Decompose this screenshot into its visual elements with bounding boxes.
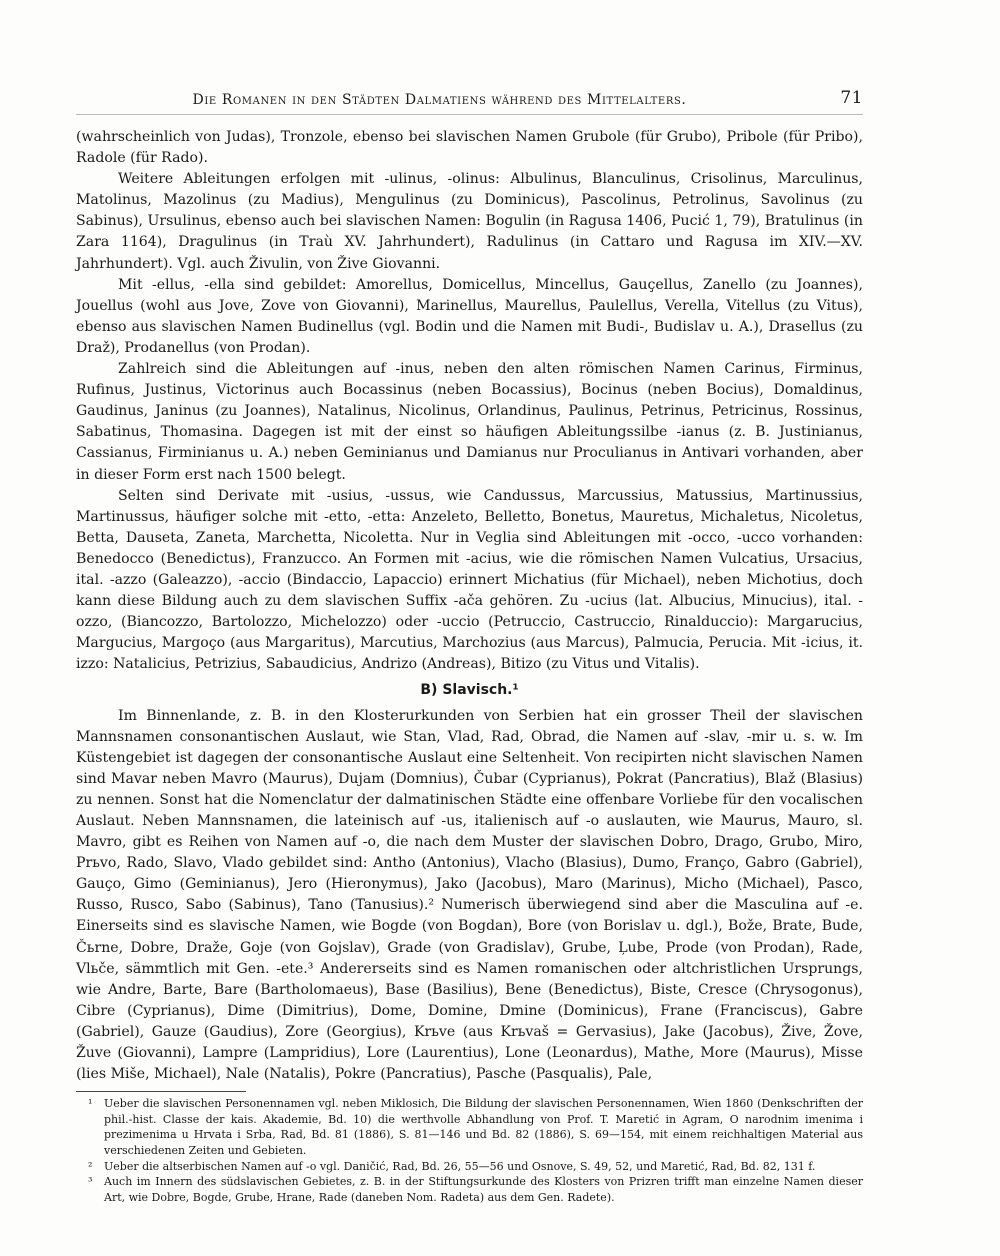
footnote [76, 1174, 863, 1205]
paragraph: Mit -ellus, -ella sind gebildet: Amorellus, Domicellus, Mincellus, Gauçellus, Zanello (zu Joannes), Jouellus (wohl aus Jove, Zove von Giovanni), Marinellus, Maurellus, Paulellus, Verella, Vitellus (zu Vitus), ebenso aus slavischen Namen Budinellus (vgl. Bodin und die Namen mit Budi-, Budislav u. A.), Drasellus (zu Draž), Prodanellus (von Prodan). [76, 276, 863, 356]
paragraph: Weitere Ableitungen erfolgen mit -ulinus, -olinus: Albulinus, Blanculinus, Crisolinus, Marculinus, Matolinus, Mazolinus (zu Madius), Mengulinus (zu Dominicus), Pascolinus, Petrolinus, Savolinus (zu Sabinus), Ursulinus, ebenso auch bei slavischen Namen: Bogulin (in Ragusa 1406, Pucić 1, 79), Bratulinus (in Zara 1164), Dragulinus (in Traù XV. Jahrhundert), Radulinus (in Cattaro und Ragusa im XIV.—XV. Jahrhundert). Vgl. auch Živulin, von Žive Giovanni. [76, 171, 863, 272]
paragraph: Selten sind Derivate mit -usius, -ussus, wie Candussus, Marcussius, Matussius, Martinussius, Martinussus, häufiger solche mit -etto, -etta: Anzeleto, Belletto, Bonetus, Mauretus, Michaletus, Nicoletus, Betta, Dauseta, Zaneta, Marchetta, Nicoletta. Nur in Veglia sind Ableitungen mit -occo, -ucco vorhanden: Benedocco (Benedictus), Franzucco. An Formen mit -acius, wie die römischen Namen Vulcatius, Ursacius, ital. -azzo (Galeazzo), -accio (Bindaccio, Lapaccio) erinnert Michatius (für Michael), neben Michotius, doch kann diese Bildung auch zu dem slavischen Suffix -ača gehören. Zu -ucius (lat. Albucius, Minucius), ital. -ozzo, (Biancozzo, Bartolozzo, Michelozzo) oder -uccio (Petruccio, Castruccio, Rinalduccio): Margarucius, Margucius, Margoço (aus Margaritus), Marcutius, Marchozius (aus Marcus), Palmucia, Perucia. Mit -icius, it. izzo: Natalicius, Petrizius, Sabaudicius, Andrizo (Andreas), Bitizo (zu Vitus und Vitalis). [76, 487, 863, 673]
footnote-mark: ³ [88, 1175, 93, 1189]
footnote-text: Ueber die altserbischen Namen auf -o vgl. Daničić, Rad, Bd. 26, 55—56 und Osnove, S. 49, 52, und Maretić, Rad, Bd. 82, 131 f. [104, 1159, 816, 1173]
section-heading: B) Slavisch.¹ [420, 682, 519, 699]
footnote [76, 1096, 863, 1158]
running-title: Die Romanen in den Städten Dalmatiens während des Mittelalters. [192, 92, 687, 108]
document-page [76, 88, 863, 1205]
page-header [76, 88, 863, 115]
footnote-text: Auch im Innern des südslavischen Gebietes, z. B. in der Stiftungsurkunde des Klosters von Prizren trifft man einzelne Namen dieser Art, wie Dobre, Bogde, Grube, Hrane, Rade (daneben Nom. Radeta) aus dem Gen. Radete). [104, 1175, 863, 1204]
footnote-mark: ¹ [88, 1097, 93, 1111]
paragraph: (wahrscheinlich von Judas), Tronzole, ebenso bei slavischen Namen Grubole (für Grubo), Pribole (für Pribo), Radole (für Rado). [76, 129, 863, 167]
page-number: 71 [840, 88, 863, 108]
footnote-divider [76, 1091, 246, 1092]
paragraph: Im Binnenlande, z. B. in den Klosterurkunden von Serbien hat ein grosser Theil der slavischen Mannsnamen consonantischen Auslaut, wie Stan, Vlad, Rad, Obrad, die Namen auf -slav, -mir u. s. w. Im Küstengebiet ist dagegen der consonantische Auslaut eine Seltenheit. Von recipirten nicht slavischen Namen sind Mavar neben Mavro (Maurus), Dujam (Domnius), Čubar (Cyprianus), Pokrat (Pancratius), Blaž (Blasius) zu nennen. Sonst hat die Nomenclatur der dalmatinischen Städte eine offenbare Vorliebe für den vocalischen Auslaut. Neben Mannsnamen, die lateinisch auf -us, italienisch auf -o auslauten, wie Maurus, Mauro, sl. Mavro, gibt es Reihen von Namen auf -o, die nach dem Muster der slavischen Dobro, Drago, Grubo, Miro, Prьvo, Rado, Slavo, Vlado gebildet sind: Antho (Antonius), Vlacho (Blasius), Dumo, Franço, Gabro (Gabriel), Gauço, Gimo (Geminianus), Jero (Hieronymus), Jako (Jacobus), Maro (Marinus), Micho (Michael), Pasco, Russo, Rusco, Sabo (Sabinus), Tano (Tanusius).² Numerisch überwiegend sind aber die Masculina auf -e. Einerseits sind es slavische Namen, wie Bogde (von Bogdan), Bore (von Borislav u. dgl.), Bože, Brate, Bude, Čьrne, Dobre, Draže, Goje (von Gojslav), Grade (von Gradislav), Grube, Ļube, Prode (von Prodan), Rade, Vlьče, sämmtlich mit Gen. -ete.³ Andererseits sind es Namen romanischen oder altchristlichen Ursprungs, wie Andre, Barte, Bare (Bartholomaeus), Base (Basilius), Bene (Benedictus), Biste, Cresce (Chrysogonus), Cibre (Cyprianus), Dime (Dimitrius), Dome, Domine, Dmine (Dominicus), Frane (Franciscus), Gabre (Gabriel), Gauze (Gaudius), Zore (Georgius), Krьve (aus Krьvaš = Gervasius), Jake (Jacobus), Žive, Žove, Žuve (Giovanni), Lampre (Lampridius), Lore (Laurentius), Lone (Leonardus), Mathe, More (Maurus), Misse (lies Miše, Michael), Nale (Natalis), Pokre (Pancratius), Pasche (Pasqualis), Pale, [76, 707, 863, 1083]
footnote-mark: ² [88, 1159, 93, 1173]
footnote-text: Ueber die slavischen Personennamen vgl. neben Miklosich, Die Bildung der slavischen Personennamen, Wien 1860 (Denkschriften der phil.-hist. Classe der kais. Akademie, Bd. 10) die werthvolle Abhandlung von Prof. T. Maretić in Agram, O narodnim imenima i prezimenima u Hrvata i Srba, Rad, Bd. 81 (1886), S. 81—146 und Bd. 82 (1886), S. 69—154, mit einem reichhaltigen Material aus verschiedenen Zeiten und Gebieten. [104, 1097, 863, 1157]
body-text [76, 127, 863, 1085]
paragraph: Zahlreich sind die Ableitungen auf -inus, neben den alten römischen Namen Carinus, Firminus, Rufinus, Justinus, Victorinus auch Bocassinus (neben Bocassius), Bocinus (neben Bocius), Domaldinus, Gaudinus, Janinus (zu Joannes), Natalinus, Nicolinus, Orlandinus, Paulinus, Petrinus, Petricinus, Rossinus, Sabatinus, Thomasina. Dagegen ist mit der einst so häufigen Ableitungssilbe -ianus (z. B. Justinianus, Cassianus, Firminianus u. A.) neben Geminianus und Damianus nur Proculianus in Antivari vorhanden, aber in dieser Form erst nach 1500 belegt. [76, 361, 863, 483]
footnote [76, 1159, 863, 1175]
footnotes [76, 1096, 863, 1205]
